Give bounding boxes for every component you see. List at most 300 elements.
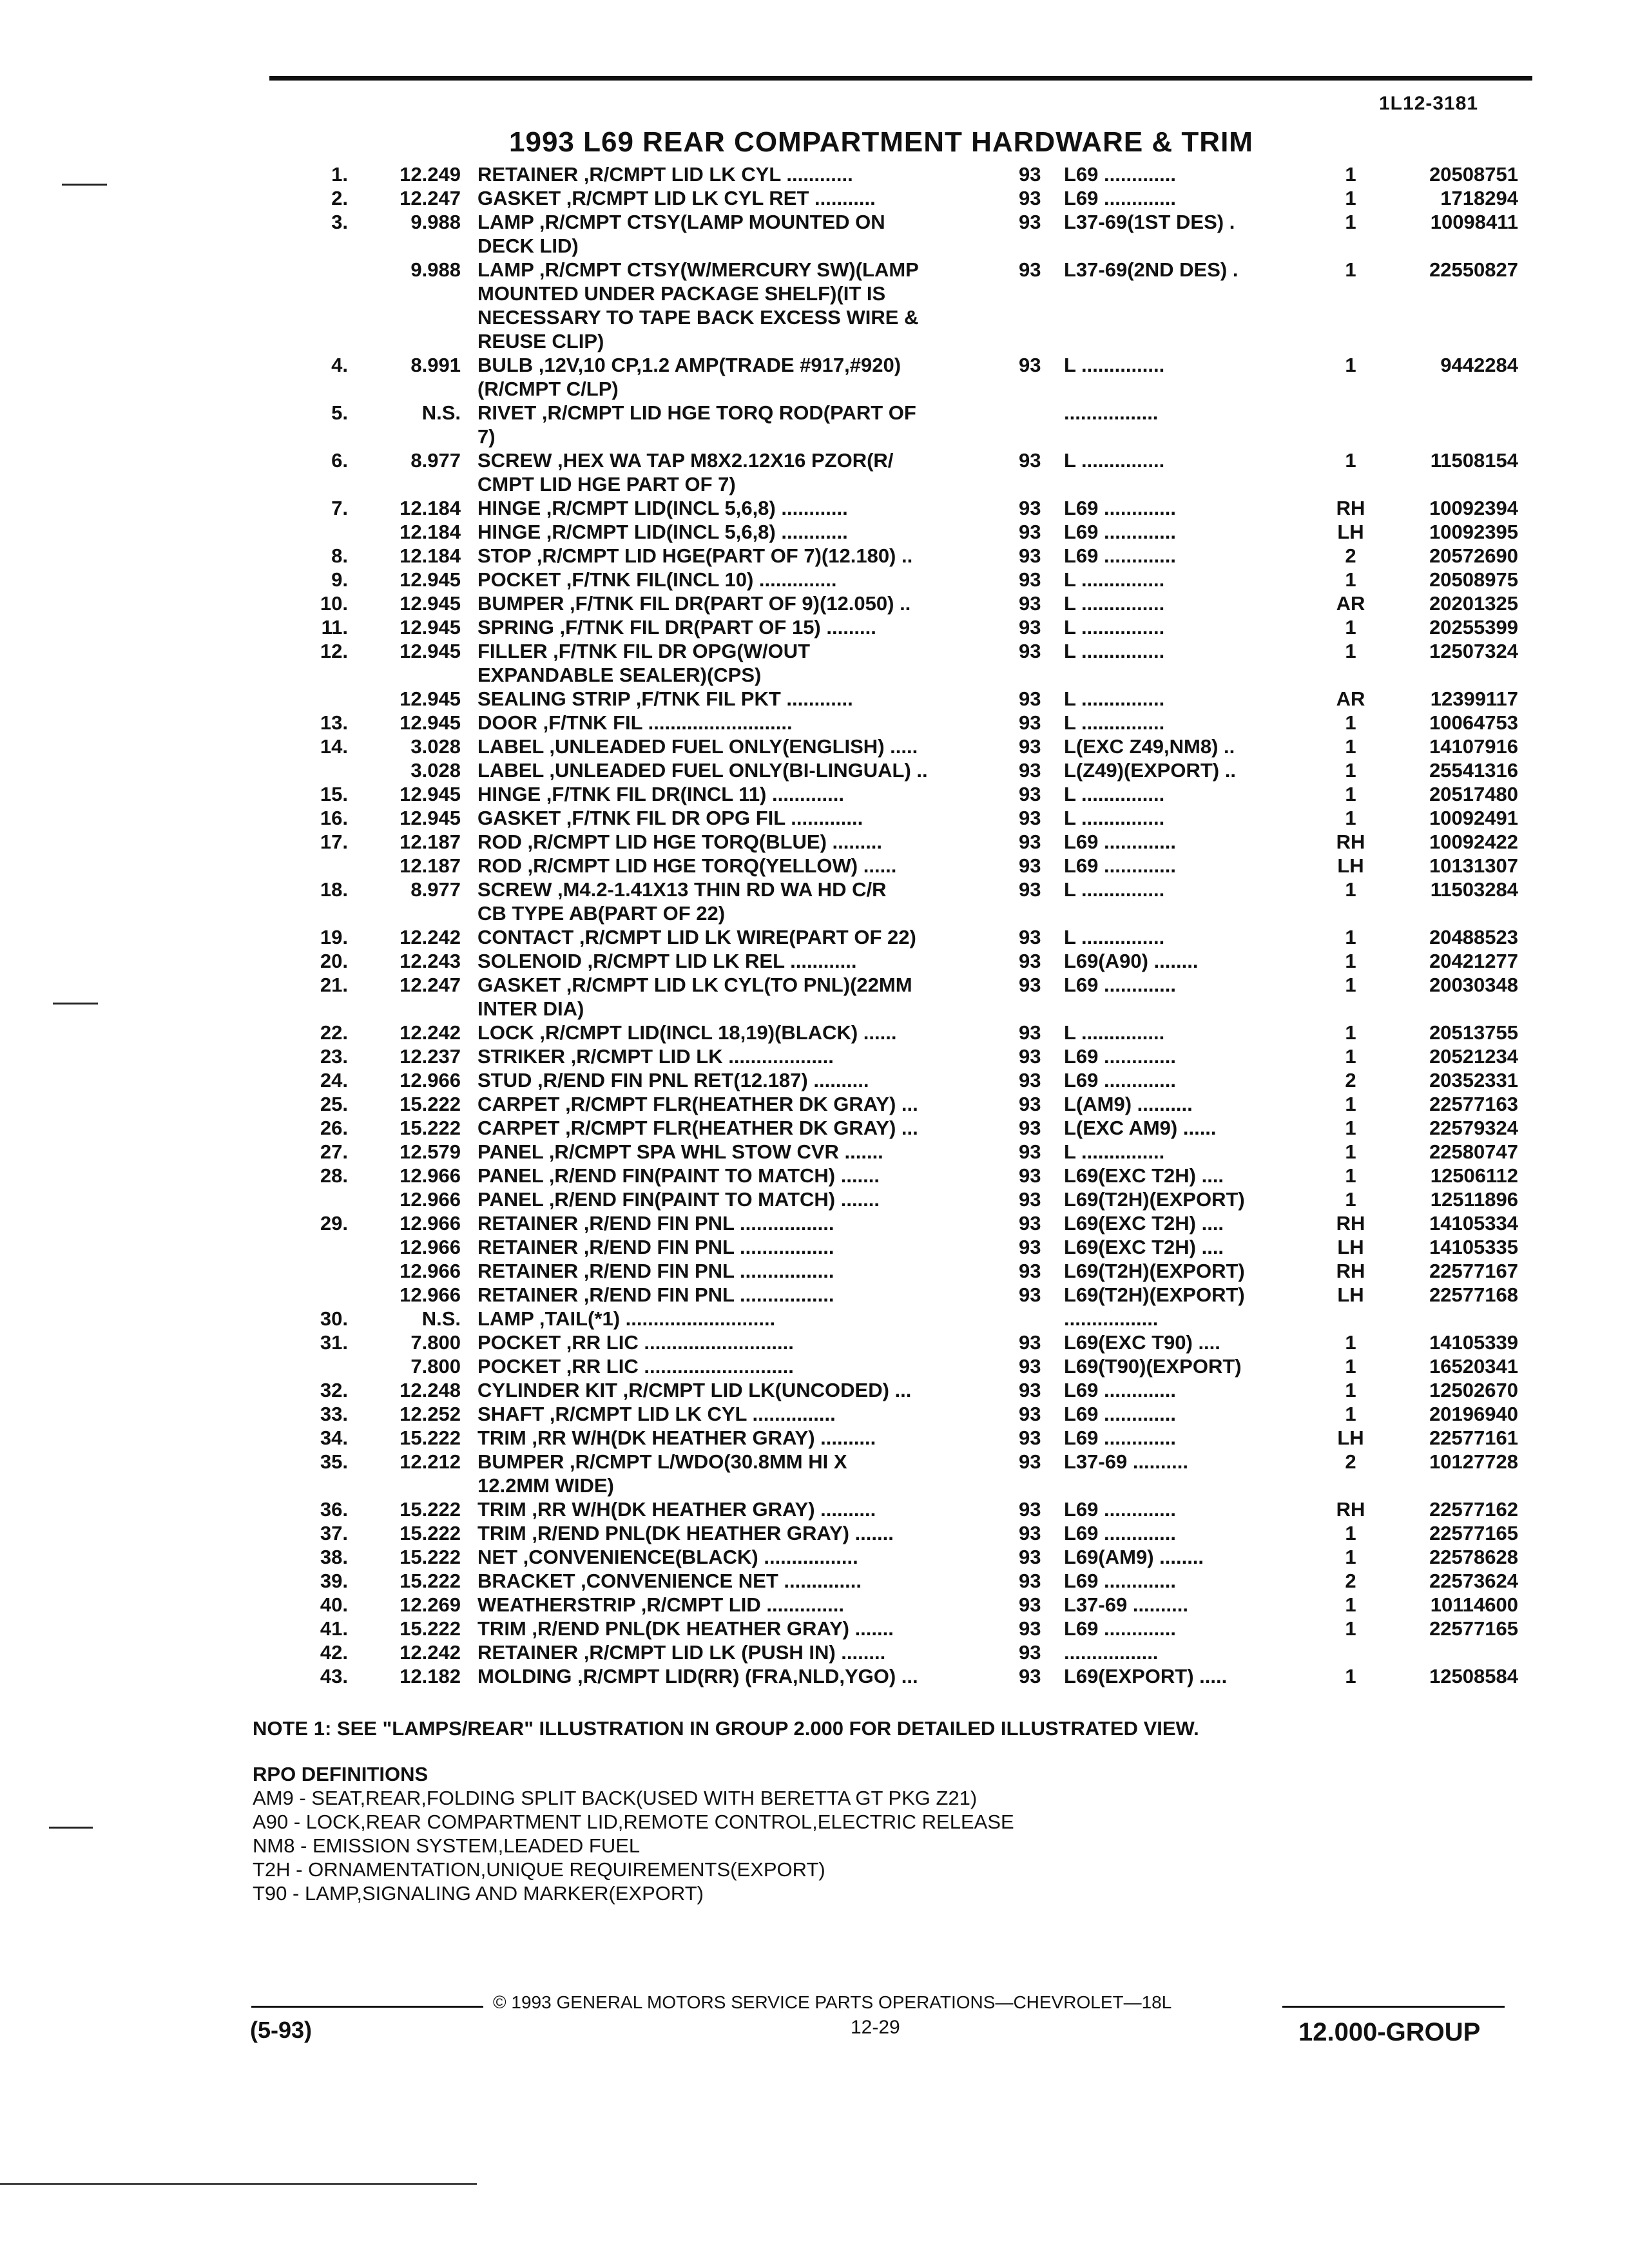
- model-year: 93: [1019, 1021, 1041, 1044]
- part-description: HINGE ,R/CMPT LID(INCL 5,6,8) ............: [477, 521, 848, 543]
- quantity: LH: [1337, 521, 1364, 543]
- model-year: 93: [1019, 1617, 1041, 1640]
- group-number: 12.966: [400, 1164, 461, 1187]
- model-year: 93: [1019, 759, 1041, 782]
- table-row: [258, 448, 1540, 496]
- part-number: 12511896: [1430, 1188, 1518, 1211]
- quantity: AR: [1336, 687, 1365, 710]
- table-row: [258, 878, 1540, 925]
- quantity: 2: [1345, 1570, 1356, 1592]
- table-row: [258, 1569, 1540, 1593]
- quantity: RH: [1336, 1212, 1365, 1235]
- table-row: [258, 830, 1540, 854]
- series-usage: L69(EXC T2H) ....: [1064, 1236, 1224, 1258]
- quantity: 2: [1345, 544, 1356, 567]
- part-description: LAMP ,TAIL(*1) ...........................: [477, 1307, 776, 1330]
- group-number: 8.991: [410, 354, 461, 376]
- model-year: 93: [1019, 544, 1041, 567]
- table-row: [258, 687, 1540, 711]
- quantity: 1: [1345, 926, 1356, 948]
- quantity: 2: [1345, 1450, 1356, 1473]
- series-usage: L69 .............: [1064, 854, 1176, 877]
- table-row: [258, 615, 1540, 639]
- table-row: [258, 1116, 1540, 1140]
- table-row: [258, 186, 1540, 210]
- quantity: RH: [1336, 1260, 1365, 1282]
- series-usage: L69 .............: [1064, 544, 1176, 567]
- table-row: [258, 1354, 1540, 1378]
- table-row: [258, 568, 1540, 591]
- part-description: DOOR ,F/TNK FIL ..........................: [477, 711, 793, 734]
- parts-list: [258, 162, 1540, 1688]
- rpo-definition: T2H - ORNAMENTATION,UNIQUE REQUIREMENTS(EXPORT): [253, 1858, 825, 1881]
- item-number: 38.: [320, 1546, 348, 1568]
- quantity: LH: [1337, 1427, 1364, 1449]
- part-number: 12506112: [1430, 1164, 1518, 1187]
- quantity: 1: [1345, 1140, 1356, 1163]
- rpo-definition: T90 - LAMP,SIGNALING AND MARKER(EXPORT): [253, 1882, 704, 1905]
- group-number: 12.269: [400, 1593, 461, 1616]
- table-row: [258, 496, 1540, 520]
- quantity: 1: [1345, 1021, 1356, 1044]
- series-usage: L69 .............: [1064, 831, 1176, 853]
- group-number: 15.222: [400, 1617, 461, 1640]
- model-year: 93: [1019, 926, 1041, 948]
- table-row: [258, 1235, 1540, 1259]
- part-description: SHAFT ,R/CMPT LID LK CYL ...............: [477, 1403, 836, 1425]
- part-description: FILLER ,F/TNK FIL DR OPG(W/OUT EXPANDABLE SEALER)(CPS): [477, 640, 811, 686]
- series-usage: L69(T2H)(EXPORT): [1064, 1260, 1245, 1282]
- model-year: 93: [1019, 974, 1041, 996]
- series-usage: L69 .............: [1064, 1045, 1176, 1068]
- item-number: 14.: [320, 735, 348, 758]
- model-year: 93: [1019, 1283, 1041, 1306]
- part-number: 10092395: [1429, 521, 1518, 543]
- group-number: 12.242: [400, 1641, 461, 1664]
- table-row: [258, 735, 1540, 758]
- part-description: TRIM ,R/END PNL(DK HEATHER GRAY) .......: [477, 1522, 894, 1544]
- part-description: TRIM ,RR W/H(DK HEATHER GRAY) ..........: [477, 1498, 876, 1521]
- margin-mark: [49, 1827, 93, 1829]
- item-number: 30.: [320, 1307, 348, 1330]
- table-row: [258, 401, 1540, 448]
- group-number: 12.182: [400, 1665, 461, 1687]
- model-year: 93: [1019, 1355, 1041, 1378]
- rpo-heading: RPO DEFINITIONS: [253, 1763, 429, 1785]
- series-usage: L69 .............: [1064, 521, 1176, 543]
- part-description: BUMPER ,F/TNK FIL DR(PART OF 9)(12.050) ..: [477, 592, 911, 615]
- model-year: 93: [1019, 783, 1041, 805]
- part-description: RETAINER ,R/END FIN PNL .................: [477, 1283, 834, 1306]
- group-number: 15.222: [400, 1498, 461, 1521]
- part-number: 14105339: [1429, 1331, 1518, 1354]
- model-year: 93: [1019, 616, 1041, 639]
- part-description: PANEL ,R/END FIN(PAINT TO MATCH) .......: [477, 1164, 880, 1187]
- item-number: 29.: [320, 1212, 348, 1235]
- group-number: 15.222: [400, 1117, 461, 1139]
- model-year: 93: [1019, 1379, 1041, 1401]
- part-number: 22577162: [1429, 1498, 1518, 1521]
- model-year: 93: [1019, 1212, 1041, 1235]
- series-usage: L ...............: [1064, 687, 1165, 710]
- series-usage: L69 .............: [1064, 1570, 1176, 1592]
- group-number: 7.800: [410, 1331, 461, 1354]
- series-usage: L69(AM9) ........: [1064, 1546, 1204, 1568]
- part-number: 20572690: [1429, 544, 1518, 567]
- series-usage: L69 .............: [1064, 163, 1176, 186]
- series-usage: L(EXC AM9) ......: [1064, 1117, 1217, 1139]
- item-number: 19.: [320, 926, 348, 948]
- footer-rule-right: [1282, 2006, 1505, 2008]
- part-description: SOLENOID ,R/CMPT LID LK REL ............: [477, 950, 857, 972]
- part-number: 20255399: [1429, 616, 1518, 639]
- table-row: [258, 1068, 1540, 1092]
- part-number: 25541316: [1429, 759, 1518, 782]
- table-row: [258, 1426, 1540, 1450]
- footer-rule-left: [251, 2006, 483, 2008]
- part-number: 12508584: [1429, 1665, 1518, 1687]
- quantity: 1: [1345, 974, 1356, 996]
- item-number: 24.: [320, 1069, 348, 1091]
- model-year: 93: [1019, 1641, 1041, 1664]
- item-number: 18.: [320, 878, 348, 901]
- part-number: 11503284: [1430, 878, 1518, 901]
- table-row: [258, 1283, 1540, 1307]
- table-row: [258, 1307, 1540, 1331]
- group-number: 8.977: [410, 878, 461, 901]
- group-number: 12.945: [400, 568, 461, 591]
- part-number: 20421277: [1429, 950, 1518, 972]
- item-number: 16.: [320, 807, 348, 829]
- series-usage: L69 .............: [1064, 1379, 1176, 1401]
- quantity: 1: [1345, 1331, 1356, 1354]
- series-usage: L69(T2H)(EXPORT): [1064, 1283, 1245, 1306]
- model-year: 93: [1019, 1593, 1041, 1616]
- series-usage: L37-69 ..........: [1064, 1450, 1188, 1473]
- part-number: 22577168: [1429, 1283, 1518, 1306]
- quantity: 1: [1345, 449, 1356, 472]
- item-number: 42.: [320, 1641, 348, 1664]
- part-number: 9442284: [1440, 354, 1518, 376]
- model-year: 93: [1019, 1331, 1041, 1354]
- item-number: 41.: [320, 1617, 348, 1640]
- part-number: 10064753: [1429, 711, 1518, 734]
- part-description: ROD ,R/CMPT LID HGE TORQ(YELLOW) ......: [477, 854, 897, 877]
- quantity: 1: [1345, 163, 1356, 186]
- part-description: SCREW ,M4.2-1.41X13 THIN RD WA HD C/R CB TYPE AB(PART OF 22): [477, 878, 887, 925]
- series-usage: L ...............: [1064, 807, 1165, 829]
- quantity: 1: [1345, 807, 1356, 829]
- model-year: 93: [1019, 1427, 1041, 1449]
- series-usage: L69(T90)(EXPORT): [1064, 1355, 1242, 1378]
- part-number: 22577165: [1429, 1522, 1518, 1544]
- part-number: 12399117: [1430, 687, 1518, 710]
- quantity: 1: [1345, 1045, 1356, 1068]
- part-number: 20508751: [1429, 163, 1518, 186]
- quantity: RH: [1336, 831, 1365, 853]
- part-number: 20517480: [1429, 783, 1518, 805]
- part-description: RETAINER ,R/END FIN PNL .................: [477, 1236, 834, 1258]
- part-number: 14107916: [1429, 735, 1518, 758]
- item-number: 5.: [331, 401, 348, 424]
- part-number: 11508154: [1430, 449, 1518, 472]
- model-year: 93: [1019, 1236, 1041, 1258]
- part-description: STRIKER ,R/CMPT LID LK ...................: [477, 1045, 834, 1068]
- part-number: 22579324: [1429, 1117, 1518, 1139]
- part-number: 22580747: [1429, 1140, 1518, 1163]
- model-year: 93: [1019, 1546, 1041, 1568]
- group-number: 3.028: [410, 735, 461, 758]
- table-row: [258, 544, 1540, 568]
- model-year: 93: [1019, 521, 1041, 543]
- group-number: 12.249: [400, 163, 461, 186]
- series-usage: L37-69(2ND DES) .: [1064, 258, 1239, 281]
- model-year: 93: [1019, 497, 1041, 519]
- group-number: 8.977: [410, 449, 461, 472]
- item-number: 34.: [320, 1427, 348, 1449]
- item-number: 21.: [320, 974, 348, 996]
- part-number: 10127728: [1429, 1450, 1518, 1473]
- part-description: CYLINDER KIT ,R/CMPT LID LK(UNCODED) ...: [477, 1379, 912, 1401]
- part-number: 20521234: [1429, 1045, 1518, 1068]
- model-year: 93: [1019, 187, 1041, 209]
- table-row: [258, 1164, 1540, 1187]
- group-number: 12.945: [400, 711, 461, 734]
- series-usage: L37-69 ..........: [1064, 1593, 1188, 1616]
- group-number: 12.966: [400, 1236, 461, 1258]
- item-number: 22.: [320, 1021, 348, 1044]
- group-number: 3.028: [410, 759, 461, 782]
- part-description: MOLDING ,R/CMPT LID(RR) (FRA,NLD,YGO) ...: [477, 1665, 918, 1687]
- table-row: [258, 806, 1540, 830]
- quantity: 1: [1345, 616, 1356, 639]
- item-number: 13.: [320, 711, 348, 734]
- part-number: 16520341: [1429, 1355, 1518, 1378]
- group-number: 15.222: [400, 1093, 461, 1115]
- group-number: 12.945: [400, 687, 461, 710]
- quantity: 1: [1345, 568, 1356, 591]
- series-usage: L ...............: [1064, 711, 1165, 734]
- part-description: POCKET ,RR LIC ...........................: [477, 1355, 794, 1378]
- series-usage: L69 .............: [1064, 1522, 1176, 1544]
- part-description: LABEL ,UNLEADED FUEL ONLY(ENGLISH) .....: [477, 735, 918, 758]
- group-number: 12.945: [400, 592, 461, 615]
- model-year: 93: [1019, 687, 1041, 710]
- series-usage: L(AM9) ..........: [1064, 1093, 1193, 1115]
- part-number: 10092422: [1429, 831, 1518, 853]
- part-number: 20508975: [1429, 568, 1518, 591]
- part-description: ROD ,R/CMPT LID HGE TORQ(BLUE) .........: [477, 831, 883, 853]
- part-number: 14105335: [1429, 1236, 1518, 1258]
- model-year: 93: [1019, 735, 1041, 758]
- part-number: 20196940: [1429, 1403, 1518, 1425]
- model-year: 93: [1019, 1403, 1041, 1425]
- item-number: 31.: [320, 1331, 348, 1354]
- model-year: 93: [1019, 1522, 1041, 1544]
- part-description: SCREW ,HEX WA TAP M8X2.12X16 PZOR(R/ CMPT LID HGE PART OF 7): [477, 449, 894, 495]
- series-usage: L69(T2H)(EXPORT): [1064, 1188, 1245, 1211]
- model-year: 93: [1019, 1093, 1041, 1115]
- part-number: 10092491: [1429, 807, 1518, 829]
- quantity: 1: [1345, 711, 1356, 734]
- item-number: 11.: [321, 616, 348, 639]
- table-row: [258, 591, 1540, 615]
- part-number: 22577161: [1429, 1427, 1518, 1449]
- part-number: 12502670: [1429, 1379, 1518, 1401]
- group-number: 12.966: [400, 1069, 461, 1091]
- part-description: RETAINER ,R/CMPT LID LK (PUSH IN) ........: [477, 1641, 886, 1664]
- part-description: WEATHERSTRIP ,R/CMPT LID ..............: [477, 1593, 844, 1616]
- table-row: [258, 1497, 1540, 1521]
- group-number: 15.222: [400, 1522, 461, 1544]
- model-year: 93: [1019, 807, 1041, 829]
- model-year: 93: [1019, 1164, 1041, 1187]
- margin-mark: [53, 1003, 98, 1004]
- quantity: LH: [1337, 1283, 1364, 1306]
- item-number: 40.: [320, 1593, 348, 1616]
- part-description: POCKET ,F/TNK FIL(INCL 10) ..............: [477, 568, 837, 591]
- item-number: 9.: [331, 568, 348, 591]
- group-number: 12.187: [400, 854, 461, 877]
- part-number: 20513755: [1429, 1021, 1518, 1044]
- model-year: 93: [1019, 1570, 1041, 1592]
- quantity: 1: [1345, 735, 1356, 758]
- group-number: N.S.: [421, 1307, 461, 1330]
- item-number: 35.: [320, 1450, 348, 1473]
- quantity: 1: [1345, 878, 1356, 901]
- date-code: (5-93): [250, 2017, 313, 2043]
- model-year: 93: [1019, 950, 1041, 972]
- series-usage: L ...............: [1064, 1021, 1165, 1044]
- table-row: [258, 711, 1540, 735]
- part-number: 10092394: [1429, 497, 1518, 519]
- series-usage: .................: [1064, 1307, 1159, 1330]
- item-number: 39.: [320, 1570, 348, 1592]
- rpo-definition: NM8 - EMISSION SYSTEM,LEADED FUEL: [253, 1834, 641, 1857]
- group-number: 12.966: [400, 1188, 461, 1211]
- table-row: [258, 854, 1540, 878]
- part-description: PANEL ,R/END FIN(PAINT TO MATCH) .......: [477, 1188, 880, 1211]
- item-number: 23.: [320, 1045, 348, 1068]
- quantity: 1: [1345, 1164, 1356, 1187]
- table-row: [258, 258, 1540, 353]
- table-row: [258, 949, 1540, 973]
- part-description: LAMP ,R/CMPT CTSY(LAMP MOUNTED ON DECK LID): [477, 211, 885, 257]
- part-description: POCKET ,RR LIC ...........................: [477, 1331, 794, 1354]
- table-row: [258, 210, 1540, 258]
- model-year: 93: [1019, 640, 1041, 662]
- part-description: BULB ,12V,10 CP,1.2 AMP(TRADE #917,#920) (R/CMPT C/LP): [477, 354, 901, 400]
- series-usage: L ...............: [1064, 592, 1165, 615]
- table-row: [258, 520, 1540, 544]
- table-row: [258, 1331, 1540, 1354]
- quantity: 1: [1345, 1093, 1356, 1115]
- item-number: 17.: [320, 831, 348, 853]
- series-usage: L ...............: [1064, 640, 1165, 662]
- group-number: N.S.: [421, 401, 461, 424]
- item-number: 8.: [331, 544, 348, 567]
- group-number: 12.945: [400, 616, 461, 639]
- group-number: 12.247: [400, 187, 461, 209]
- series-usage: .................: [1064, 1641, 1159, 1664]
- rpo-definition: A90 - LOCK,REAR COMPARTMENT LID,REMOTE CONTROL,ELECTRIC RELEASE: [253, 1811, 1014, 1833]
- quantity: 2: [1345, 1069, 1356, 1091]
- rpo-definition: AM9 - SEAT,REAR,FOLDING SPLIT BACK(USED WITH BERETTA GT PKG Z21): [253, 1787, 978, 1809]
- item-number: 3.: [331, 211, 348, 233]
- series-usage: L(Z49)(EXPORT) ..: [1064, 759, 1236, 782]
- model-year: 93: [1019, 831, 1041, 853]
- table-row: [258, 782, 1540, 806]
- series-usage: L ...............: [1064, 878, 1165, 901]
- group-number: 12.945: [400, 783, 461, 805]
- series-usage: L ...............: [1064, 616, 1165, 639]
- rpo-definitions: [253, 1762, 1014, 1905]
- bottom-edge-line: [0, 2183, 477, 2185]
- part-description: STOP ,R/CMPT LID HGE(PART OF 7)(12.180) ..: [477, 544, 913, 567]
- series-usage: L37-69(1ST DES) .: [1064, 211, 1235, 233]
- table-row: [258, 1021, 1540, 1044]
- quantity: 1: [1345, 950, 1356, 972]
- group-number: 12.945: [400, 807, 461, 829]
- series-usage: L69 .............: [1064, 1617, 1176, 1640]
- part-description: LABEL ,UNLEADED FUEL ONLY(BI-LINGUAL) ..: [477, 759, 928, 782]
- model-year: 93: [1019, 1260, 1041, 1282]
- item-number: 26.: [320, 1117, 348, 1139]
- model-year: 93: [1019, 1069, 1041, 1091]
- item-number: 7.: [331, 497, 348, 519]
- quantity: RH: [1336, 497, 1365, 519]
- item-number: 6.: [331, 449, 348, 472]
- group-number: 12.184: [400, 544, 461, 567]
- item-number: 2.: [331, 187, 348, 209]
- item-number: 12.: [320, 640, 348, 662]
- quantity: 1: [1345, 1188, 1356, 1211]
- quantity: LH: [1337, 854, 1364, 877]
- table-row: [258, 1450, 1540, 1497]
- series-usage: L ...............: [1064, 354, 1165, 376]
- model-year: 93: [1019, 878, 1041, 901]
- item-number: 28.: [320, 1164, 348, 1187]
- series-usage: L69 .............: [1064, 187, 1176, 209]
- group-number: 12.247: [400, 974, 461, 996]
- quantity: 1: [1345, 1522, 1356, 1544]
- model-year: 93: [1019, 1045, 1041, 1068]
- quantity: 1: [1345, 187, 1356, 209]
- model-year: 93: [1019, 1117, 1041, 1139]
- table-row: [258, 1521, 1540, 1545]
- part-description: BUMPER ,R/CMPT L/WDO(30.8MM HI X 12.2MM WIDE): [477, 1450, 847, 1497]
- item-number: 32.: [320, 1379, 348, 1401]
- series-usage: L69(EXC T2H) ....: [1064, 1164, 1224, 1187]
- part-number: 1718294: [1440, 187, 1518, 209]
- part-number: 20030348: [1429, 974, 1518, 996]
- model-year: 93: [1019, 1140, 1041, 1163]
- part-description: NET ,CONVENIENCE(BLACK) .................: [477, 1546, 858, 1568]
- table-row: [258, 353, 1540, 401]
- group-number: 12.252: [400, 1403, 461, 1425]
- part-description: PANEL ,R/CMPT SPA WHL STOW CVR .......: [477, 1140, 883, 1163]
- group-number: 12.184: [400, 521, 461, 543]
- series-usage: L ...............: [1064, 783, 1165, 805]
- group-number: 15.222: [400, 1570, 461, 1592]
- table-row: [258, 925, 1540, 949]
- part-number: 22573624: [1429, 1570, 1518, 1592]
- group-number: 15.222: [400, 1546, 461, 1568]
- item-number: 15.: [320, 783, 348, 805]
- table-row: [258, 1402, 1540, 1426]
- part-number: 20201325: [1429, 592, 1518, 615]
- part-description: STUD ,R/END FIN PNL RET(12.187) ..........: [477, 1069, 869, 1091]
